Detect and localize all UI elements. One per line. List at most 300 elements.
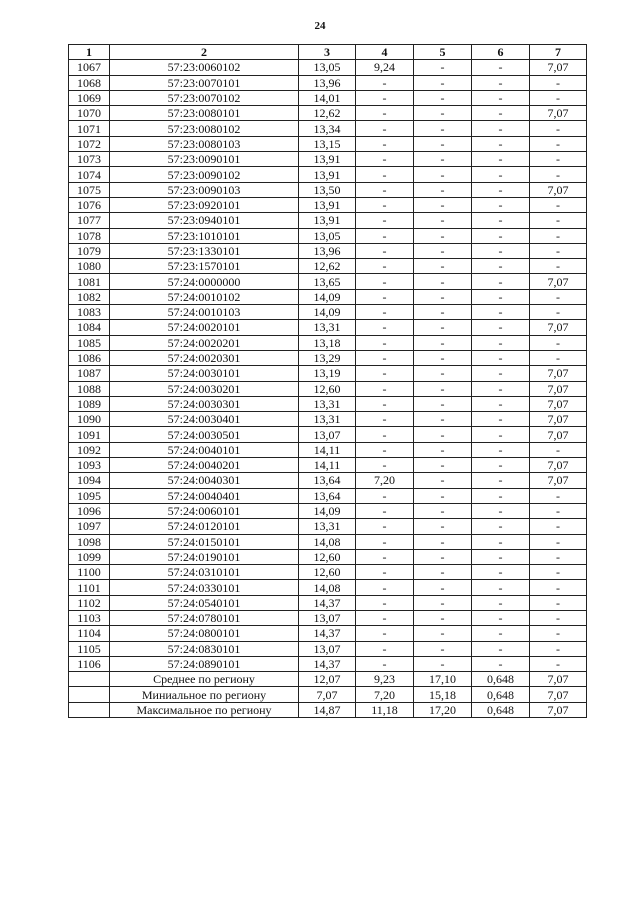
- table-row: [69, 656, 587, 671]
- table-header-row: [69, 45, 587, 60]
- table-cell: 12,60: [299, 565, 356, 580]
- table-cell: -: [472, 580, 530, 595]
- table-cell: -: [356, 458, 414, 473]
- summary-value: 0,648: [472, 672, 530, 687]
- table-cell: 57:23:0070102: [110, 90, 299, 105]
- table-cell: -: [530, 565, 587, 580]
- table-cell: 1085: [69, 335, 110, 350]
- table-cell: -: [530, 305, 587, 320]
- table-row: [69, 182, 587, 197]
- table-row: [69, 626, 587, 641]
- table-cell: 13,31: [299, 519, 356, 534]
- table-cell: -: [472, 412, 530, 427]
- table-cell: -: [530, 121, 587, 136]
- table-cell: -: [472, 121, 530, 136]
- table-cell: -: [530, 243, 587, 258]
- table-cell: 1079: [69, 243, 110, 258]
- table-cell: -: [356, 228, 414, 243]
- table-row: [69, 412, 587, 427]
- table-cell: 13,07: [299, 610, 356, 625]
- header-cell: 7: [530, 45, 587, 60]
- table-row: [69, 243, 587, 258]
- table-cell: 13,31: [299, 396, 356, 411]
- table-cell: -: [530, 488, 587, 503]
- table-cell: 1069: [69, 90, 110, 105]
- table-cell: -: [472, 549, 530, 564]
- table-cell: 14,11: [299, 442, 356, 457]
- table-cell: -: [356, 106, 414, 121]
- table-cell: 1095: [69, 488, 110, 503]
- table-cell: -: [414, 519, 472, 534]
- table-row: [69, 595, 587, 610]
- table-cell: 13,64: [299, 488, 356, 503]
- table-cell: 14,09: [299, 289, 356, 304]
- table-cell: -: [530, 595, 587, 610]
- table-cell: 1086: [69, 350, 110, 365]
- table-cell: 57:24:0020201: [110, 335, 299, 350]
- table-cell: 14,37: [299, 595, 356, 610]
- table-cell: -: [472, 565, 530, 580]
- table-row: [69, 121, 587, 136]
- table-row: [69, 488, 587, 503]
- table-cell: -: [356, 366, 414, 381]
- table-cell: 57:23:0940101: [110, 213, 299, 228]
- table-cell: 1084: [69, 320, 110, 335]
- table-cell: -: [472, 197, 530, 212]
- table-cell: -: [356, 335, 414, 350]
- table-cell: 1101: [69, 580, 110, 595]
- table-cell: -: [356, 136, 414, 151]
- summary-value: 15,18: [414, 687, 472, 702]
- table-row: [69, 259, 587, 274]
- table-cell: -: [414, 396, 472, 411]
- table-cell: 1082: [69, 289, 110, 304]
- table-cell: 57:24:0030401: [110, 412, 299, 427]
- table-cell: 57:24:0010103: [110, 305, 299, 320]
- table-cell: -: [356, 503, 414, 518]
- table-cell: 1094: [69, 473, 110, 488]
- table-cell: -: [356, 641, 414, 656]
- table-cell: -: [356, 396, 414, 411]
- table-cell: -: [472, 473, 530, 488]
- table-cell: 57:24:0780101: [110, 610, 299, 625]
- table-cell: -: [472, 350, 530, 365]
- table-cell: -: [472, 75, 530, 90]
- table-cell: -: [472, 243, 530, 258]
- table-cell: -: [472, 60, 530, 75]
- table-cell: -: [472, 519, 530, 534]
- table-cell: -: [414, 641, 472, 656]
- table-row: [69, 320, 587, 335]
- table-cell: -: [472, 656, 530, 671]
- table-cell: 57:23:1330101: [110, 243, 299, 258]
- header-cell: 6: [472, 45, 530, 60]
- table-cell: -: [472, 381, 530, 396]
- table-cell: -: [472, 213, 530, 228]
- table-cell: 7,07: [530, 182, 587, 197]
- table-cell: -: [472, 106, 530, 121]
- summary-empty-cell: [69, 687, 110, 702]
- table-cell: -: [414, 412, 472, 427]
- table-cell: 1072: [69, 136, 110, 151]
- table-cell: 57:23:0090103: [110, 182, 299, 197]
- table-cell: -: [472, 335, 530, 350]
- table-row: [69, 152, 587, 167]
- table-cell: -: [356, 167, 414, 182]
- table-row: [69, 335, 587, 350]
- table-cell: -: [356, 197, 414, 212]
- table-cell: -: [414, 121, 472, 136]
- table-cell: -: [356, 580, 414, 595]
- table-cell: 1096: [69, 503, 110, 518]
- table-row: [69, 519, 587, 534]
- table-cell: 57:24:0040301: [110, 473, 299, 488]
- table-cell: 1078: [69, 228, 110, 243]
- table-cell: 7,07: [530, 381, 587, 396]
- table-cell: -: [530, 442, 587, 457]
- table-cell: 1100: [69, 565, 110, 580]
- table-cell: 1099: [69, 549, 110, 564]
- table-row: [69, 580, 587, 595]
- table-cell: -: [472, 289, 530, 304]
- table-cell: -: [530, 656, 587, 671]
- table-cell: 13,07: [299, 427, 356, 442]
- table-cell: 13,31: [299, 320, 356, 335]
- table-cell: 13,91: [299, 197, 356, 212]
- table-cell: 13,65: [299, 274, 356, 289]
- table-cell: -: [414, 366, 472, 381]
- header-cell: 5: [414, 45, 472, 60]
- summary-value: 7,20: [356, 687, 414, 702]
- table-row: [69, 641, 587, 656]
- table-cell: -: [530, 152, 587, 167]
- table-cell: 13,96: [299, 75, 356, 90]
- table-cell: 14,11: [299, 458, 356, 473]
- table-cell: -: [356, 289, 414, 304]
- table-cell: -: [472, 610, 530, 625]
- table-cell: -: [414, 458, 472, 473]
- table-cell: 57:24:0800101: [110, 626, 299, 641]
- table-cell: -: [414, 381, 472, 396]
- table-cell: 57:24:0890101: [110, 656, 299, 671]
- table-cell: -: [472, 442, 530, 457]
- table-cell: 12,60: [299, 381, 356, 396]
- table-row: [69, 396, 587, 411]
- page-number: 24: [314, 20, 326, 32]
- summary-label: Максимальное по региону: [110, 702, 299, 717]
- table-row: [69, 534, 587, 549]
- table-cell: -: [472, 274, 530, 289]
- table-cell: 7,07: [530, 106, 587, 121]
- table-cell: -: [472, 458, 530, 473]
- table-cell: -: [530, 228, 587, 243]
- table-cell: -: [356, 182, 414, 197]
- table-cell: 57:23:0090101: [110, 152, 299, 167]
- table-body: [69, 60, 587, 718]
- table-cell: -: [356, 519, 414, 534]
- table-cell: -: [414, 565, 472, 580]
- table-cell: -: [472, 320, 530, 335]
- table-cell: -: [472, 626, 530, 641]
- table-cell: 57:24:0030201: [110, 381, 299, 396]
- table-cell: 7,20: [356, 473, 414, 488]
- table-cell: 13,07: [299, 641, 356, 656]
- table-cell: -: [472, 152, 530, 167]
- summary-value: 12,07: [299, 672, 356, 687]
- table-cell: -: [530, 213, 587, 228]
- table-cell: -: [414, 213, 472, 228]
- table-cell: 57:24:0190101: [110, 549, 299, 564]
- table-cell: 57:23:0080103: [110, 136, 299, 151]
- table-cell: -: [472, 595, 530, 610]
- summary-value: 7,07: [530, 702, 587, 717]
- table-cell: 13,34: [299, 121, 356, 136]
- table-cell: -: [356, 121, 414, 136]
- table-cell: 57:24:0830101: [110, 641, 299, 656]
- header-cell: 3: [299, 45, 356, 60]
- table-cell: 14,09: [299, 503, 356, 518]
- table-cell: -: [414, 626, 472, 641]
- table-cell: 57:24:0030301: [110, 396, 299, 411]
- table-cell: 13,05: [299, 228, 356, 243]
- table-cell: -: [472, 228, 530, 243]
- table-cell: -: [356, 243, 414, 258]
- summary-empty-cell: [69, 702, 110, 717]
- table-cell: -: [356, 274, 414, 289]
- table-cell: 14,08: [299, 534, 356, 549]
- table-cell: 13,05: [299, 60, 356, 75]
- table-cell: 1083: [69, 305, 110, 320]
- table-cell: 13,50: [299, 182, 356, 197]
- table-cell: -: [414, 335, 472, 350]
- table-cell: -: [356, 626, 414, 641]
- table-cell: 57:23:1010101: [110, 228, 299, 243]
- table-cell: -: [414, 75, 472, 90]
- table-cell: -: [356, 320, 414, 335]
- table-cell: -: [530, 136, 587, 151]
- table-cell: -: [356, 442, 414, 457]
- table-cell: -: [530, 503, 587, 518]
- table-cell: 1075: [69, 182, 110, 197]
- summary-value: 0,648: [472, 687, 530, 702]
- header-cell: 2: [110, 45, 299, 60]
- data-table: [68, 44, 587, 718]
- summary-value: 9,23: [356, 672, 414, 687]
- table-cell: -: [414, 167, 472, 182]
- table-cell: 1070: [69, 106, 110, 121]
- table-row: [69, 167, 587, 182]
- table-row: [69, 75, 587, 90]
- table-cell: -: [356, 656, 414, 671]
- table-row: [69, 90, 587, 105]
- summary-value: 14,87: [299, 702, 356, 717]
- table-cell: 14,01: [299, 90, 356, 105]
- table-row: [69, 60, 587, 75]
- table-cell: 1093: [69, 458, 110, 473]
- table-cell: -: [356, 549, 414, 564]
- table-cell: -: [530, 519, 587, 534]
- table-cell: -: [414, 350, 472, 365]
- table-cell: -: [414, 106, 472, 121]
- table-cell: 1091: [69, 427, 110, 442]
- table-cell: 7,07: [530, 60, 587, 75]
- table-row: [69, 305, 587, 320]
- table-cell: -: [472, 488, 530, 503]
- table-cell: 7,07: [530, 320, 587, 335]
- table-cell: 13,91: [299, 152, 356, 167]
- table-cell: -: [414, 152, 472, 167]
- summary-value: 17,10: [414, 672, 472, 687]
- summary-row: [69, 702, 587, 717]
- table-cell: 1077: [69, 213, 110, 228]
- table-cell: 57:23:0080102: [110, 121, 299, 136]
- table-cell: 1105: [69, 641, 110, 656]
- table-cell: -: [356, 152, 414, 167]
- table-row: [69, 106, 587, 121]
- table-cell: -: [414, 442, 472, 457]
- table-cell: -: [414, 473, 472, 488]
- table-cell: -: [530, 610, 587, 625]
- table-cell: -: [472, 534, 530, 549]
- summary-value: 11,18: [356, 702, 414, 717]
- table-cell: 13,18: [299, 335, 356, 350]
- table-cell: -: [472, 259, 530, 274]
- table-cell: -: [472, 167, 530, 182]
- table-cell: 57:24:0150101: [110, 534, 299, 549]
- table-cell: -: [414, 197, 472, 212]
- table-cell: 7,07: [530, 412, 587, 427]
- table-row: [69, 213, 587, 228]
- table-row: [69, 381, 587, 396]
- table-cell: 7,07: [530, 427, 587, 442]
- summary-value: 0,648: [472, 702, 530, 717]
- table-cell: 1073: [69, 152, 110, 167]
- table-cell: 57:24:0330101: [110, 580, 299, 595]
- table-row: [69, 427, 587, 442]
- table-cell: 57:23:0920101: [110, 197, 299, 212]
- table-cell: 1104: [69, 626, 110, 641]
- table-cell: 1102: [69, 595, 110, 610]
- table-cell: 57:24:0310101: [110, 565, 299, 580]
- table-cell: 57:24:0020301: [110, 350, 299, 365]
- table-cell: -: [472, 503, 530, 518]
- table-cell: 13,29: [299, 350, 356, 365]
- table-cell: 57:24:0120101: [110, 519, 299, 534]
- table-cell: 7,07: [530, 366, 587, 381]
- table-cell: -: [414, 534, 472, 549]
- table-cell: -: [530, 197, 587, 212]
- table-cell: -: [414, 320, 472, 335]
- table-cell: 1067: [69, 60, 110, 75]
- table-cell: 57:24:0030501: [110, 427, 299, 442]
- table-cell: -: [530, 626, 587, 641]
- table-cell: -: [530, 90, 587, 105]
- table-cell: -: [472, 182, 530, 197]
- table-cell: 1074: [69, 167, 110, 182]
- table-row: [69, 610, 587, 625]
- table-cell: -: [356, 565, 414, 580]
- table-cell: -: [414, 60, 472, 75]
- table-cell: 14,37: [299, 656, 356, 671]
- table-cell: -: [414, 136, 472, 151]
- table-cell: -: [472, 427, 530, 442]
- table-cell: -: [356, 381, 414, 396]
- table-cell: -: [414, 610, 472, 625]
- table-cell: -: [356, 90, 414, 105]
- table-cell: 1087: [69, 366, 110, 381]
- table-cell: 57:24:0010102: [110, 289, 299, 304]
- table-cell: -: [472, 90, 530, 105]
- table-cell: -: [414, 182, 472, 197]
- table-cell: 13,19: [299, 366, 356, 381]
- table-row: [69, 458, 587, 473]
- table-row: [69, 350, 587, 365]
- summary-label: Миниальное по региону: [110, 687, 299, 702]
- table-cell: -: [356, 595, 414, 610]
- table-cell: -: [356, 305, 414, 320]
- table-cell: 13,15: [299, 136, 356, 151]
- table-cell: 14,08: [299, 580, 356, 595]
- table-cell: 1088: [69, 381, 110, 396]
- table-cell: -: [356, 427, 414, 442]
- table-cell: -: [356, 610, 414, 625]
- table-cell: 1090: [69, 412, 110, 427]
- table-cell: -: [472, 136, 530, 151]
- table-row: [69, 366, 587, 381]
- table-cell: -: [530, 549, 587, 564]
- table-cell: -: [414, 549, 472, 564]
- table-cell: 12,62: [299, 106, 356, 121]
- table-cell: -: [530, 534, 587, 549]
- table-cell: -: [530, 259, 587, 274]
- table-cell: -: [530, 350, 587, 365]
- table-cell: -: [414, 274, 472, 289]
- table-cell: 9,24: [356, 60, 414, 75]
- table-cell: 57:24:0030101: [110, 366, 299, 381]
- table-row: [69, 197, 587, 212]
- summary-value: 7,07: [530, 672, 587, 687]
- table-cell: -: [414, 243, 472, 258]
- table-cell: 57:24:0020101: [110, 320, 299, 335]
- table-cell: -: [414, 90, 472, 105]
- table-row: [69, 503, 587, 518]
- table-cell: -: [414, 580, 472, 595]
- header-cell: 4: [356, 45, 414, 60]
- table-cell: 1092: [69, 442, 110, 457]
- table-cell: 13,64: [299, 473, 356, 488]
- table-row: [69, 136, 587, 151]
- table-cell: 13,31: [299, 412, 356, 427]
- table-cell: 7,07: [530, 473, 587, 488]
- table-cell: 57:24:0540101: [110, 595, 299, 610]
- summary-value: 7,07: [530, 687, 587, 702]
- table-cell: -: [356, 488, 414, 503]
- table-cell: -: [356, 350, 414, 365]
- table-cell: 12,60: [299, 549, 356, 564]
- table-cell: -: [356, 412, 414, 427]
- table-row: [69, 565, 587, 580]
- table-row: [69, 228, 587, 243]
- table-cell: 12,62: [299, 259, 356, 274]
- table-cell: 57:24:0040101: [110, 442, 299, 457]
- table-row: [69, 473, 587, 488]
- table-cell: -: [530, 641, 587, 656]
- table-cell: -: [530, 289, 587, 304]
- table-cell: 57:23:1570101: [110, 259, 299, 274]
- table-row: [69, 549, 587, 564]
- table-cell: -: [414, 503, 472, 518]
- table-cell: -: [530, 335, 587, 350]
